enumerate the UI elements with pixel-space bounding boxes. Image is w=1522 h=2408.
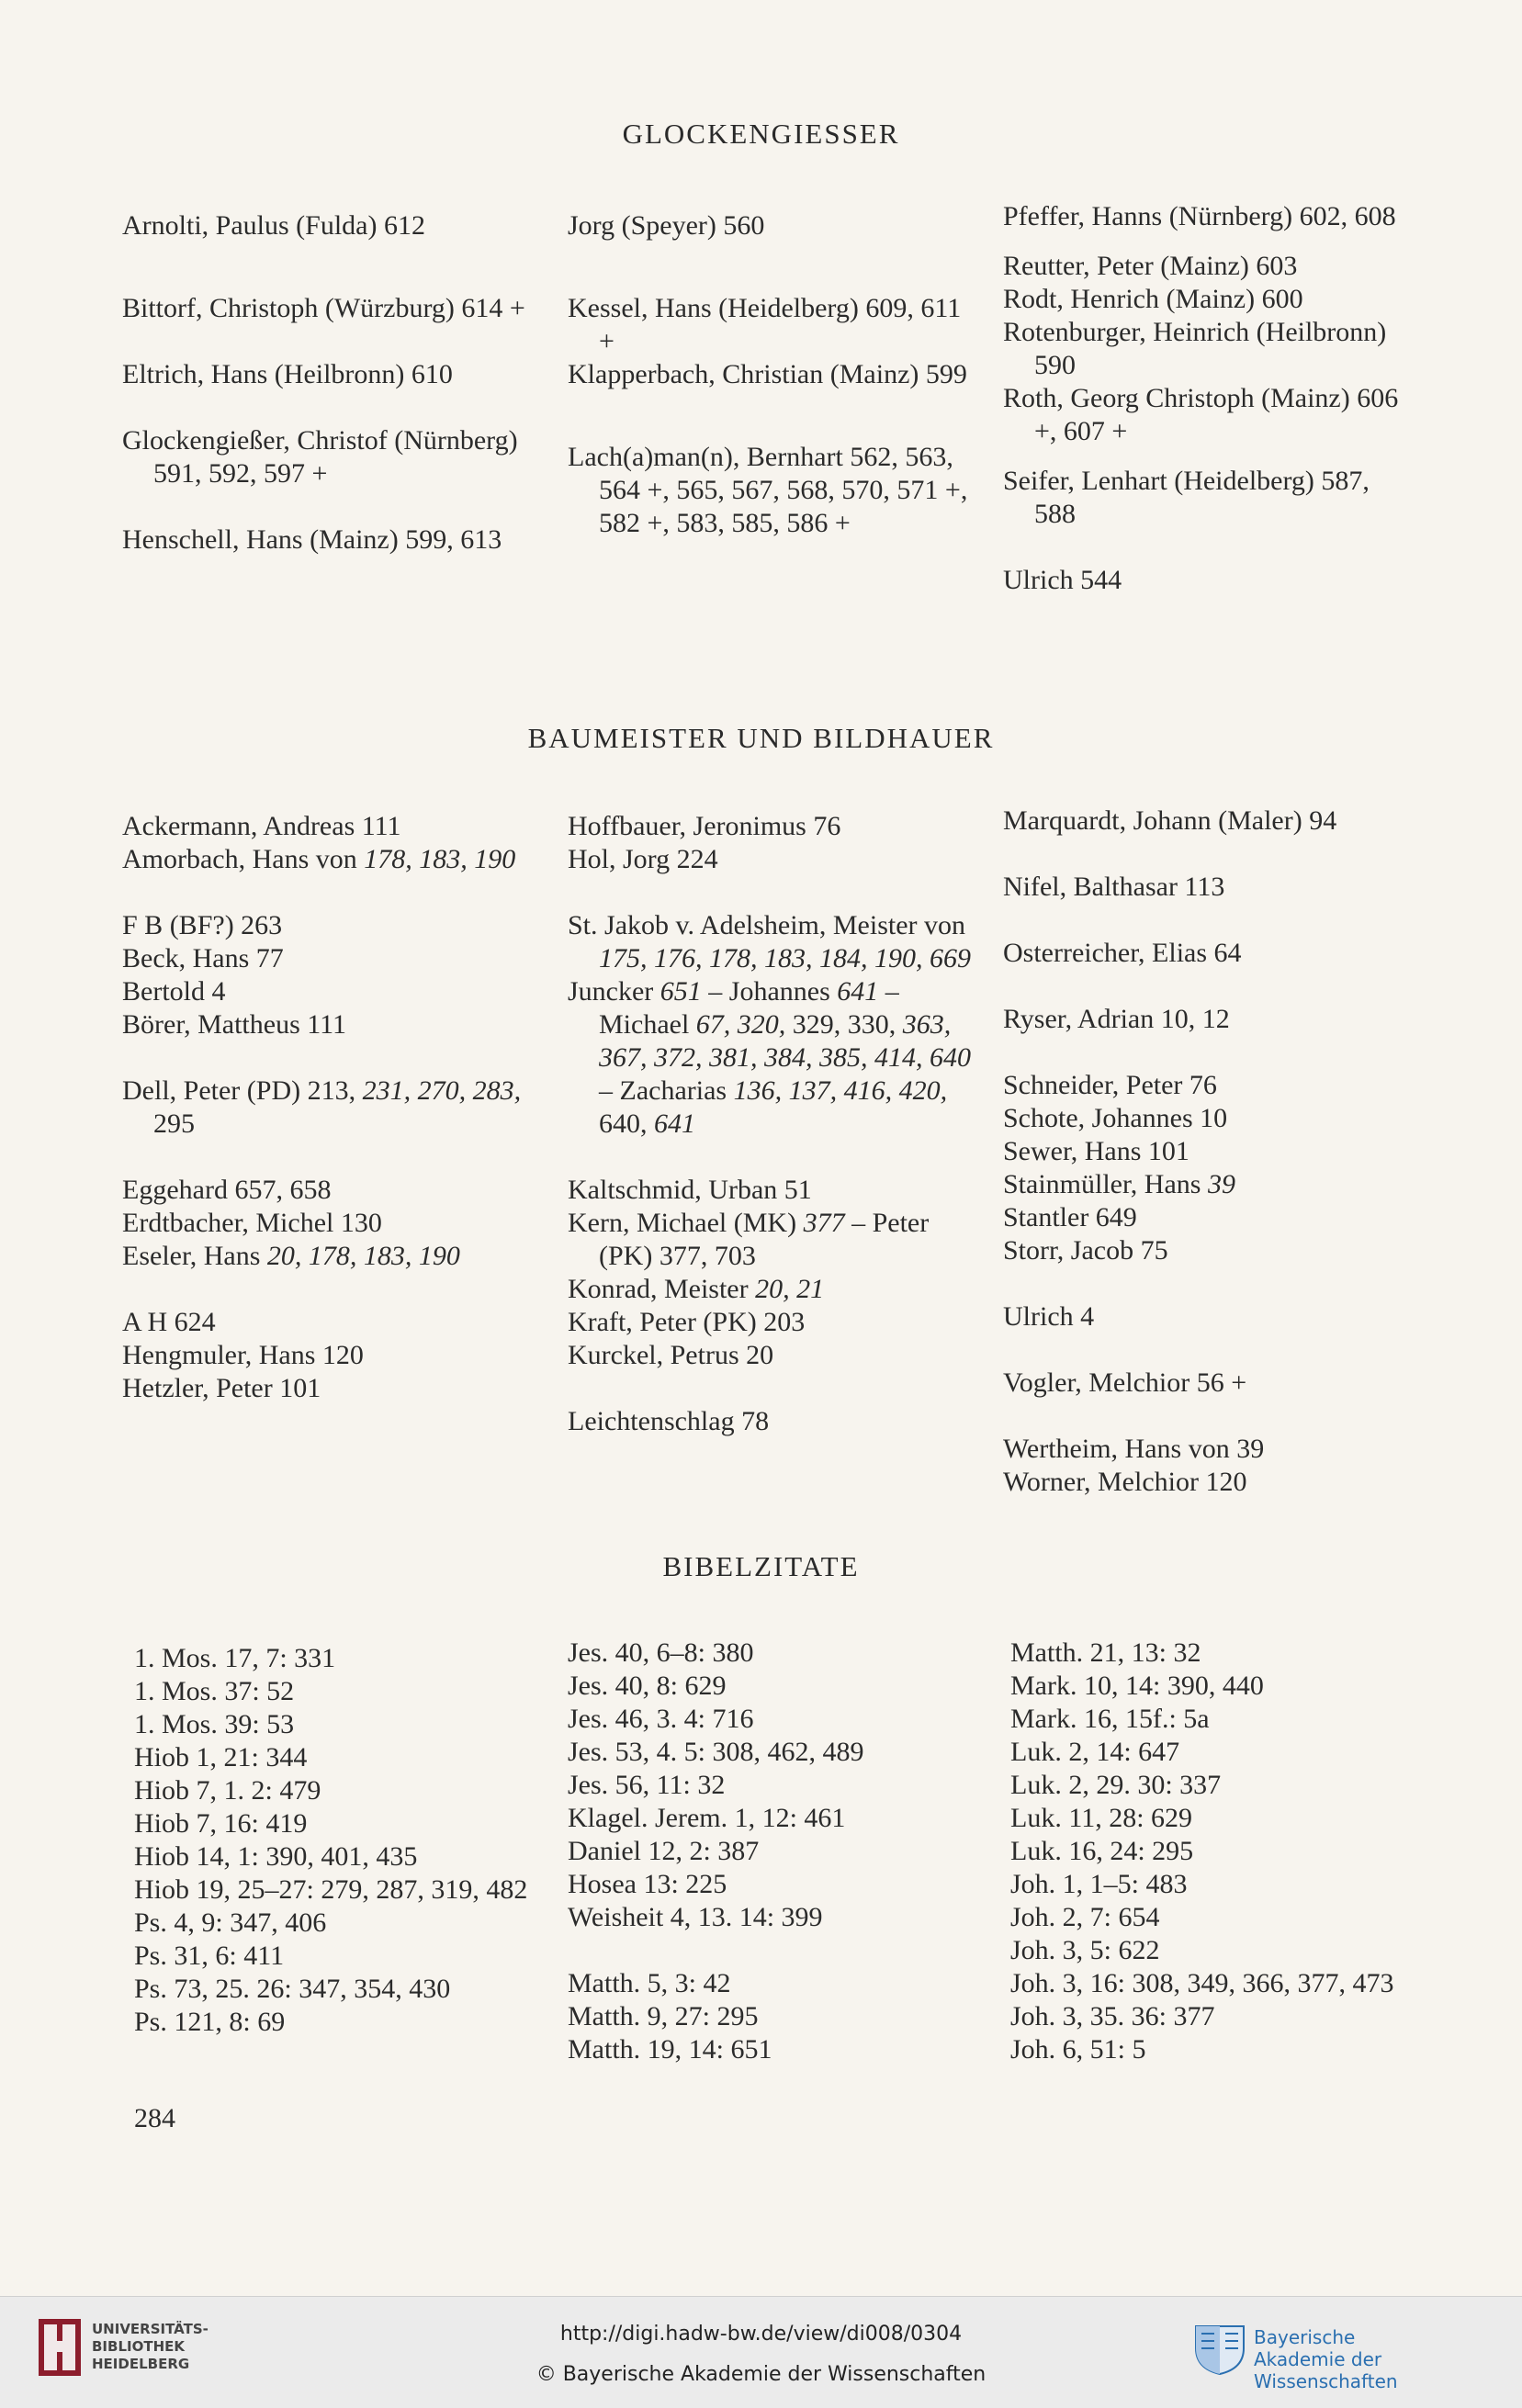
index-entry: Hengmuler, Hans 120	[122, 1340, 364, 1370]
spacer	[1003, 1400, 1407, 1433]
index-entry: Matth. 5, 3: 42	[568, 1968, 731, 1998]
index-entry: Stainmüller, Hans 39	[1003, 1169, 1235, 1199]
spacer	[1003, 1333, 1407, 1367]
index-entry: Jes. 56, 11: 32	[568, 1770, 726, 1800]
index-entry: Storr, Jacob 75	[1003, 1235, 1168, 1266]
index-entry: Wertheim, Hans von 39	[1003, 1434, 1265, 1464]
spacer	[1003, 904, 1407, 937]
index-entry: 1. Mos. 37: 52	[134, 1676, 295, 1706]
index-entry: Joh. 3, 16: 308, 349, 366, 377, 473	[1010, 1968, 1394, 1998]
spacer	[122, 325, 526, 358]
spacer	[568, 1934, 972, 1967]
index-entry: Pfeffer, Hanns (Nürnberg) 602, 608	[1003, 201, 1396, 231]
glockengiesser-col-1	[122, 209, 526, 557]
index-entry: Arnolti, Paulus (Fulda) 612	[122, 210, 425, 241]
index-entry: Jes. 40, 6–8: 380	[568, 1637, 754, 1668]
spacer	[568, 876, 976, 909]
bibelzitate-col-3	[1010, 1637, 1415, 2066]
index-entry: Mark. 16, 15f.: 5a	[1010, 1704, 1210, 1734]
index-entry: Seifer, Lenhart (Heidelberg) 587, 588	[1003, 466, 1370, 529]
bibelzitate-col-1	[134, 1642, 547, 2039]
index-entry: Hiob 14, 1: 390, 401, 435	[134, 1841, 418, 1872]
index-entry: 1. Mos. 17, 7: 331	[134, 1643, 336, 1673]
index-entry: Joh. 6, 51: 5	[1010, 2034, 1146, 2065]
index-entry: Dell, Peter (PD) 213, 231, 270, 283, 295	[122, 1075, 522, 1139]
spacer	[1003, 1267, 1407, 1300]
index-entry: Jes. 53, 4. 5: 308, 462, 489	[568, 1737, 864, 1767]
index-entry: Lach(a)man(n), Bernhart 562, 563, 564 +, 565, 567, 568, 570, 571 +, 582 +, 583, 585, 586 +	[568, 442, 968, 538]
index-entry: Hiob 19, 25–27: 279, 287, 319, 482	[134, 1874, 528, 1905]
section-heading-baumeister: BAUMEISTER UND BILDHAUER	[527, 722, 995, 754]
index-entry: Klapperbach, Christian (Mainz) 599	[568, 359, 967, 389]
baumeister-col-3	[1003, 805, 1407, 1499]
index-entry: Matth. 9, 27: 295	[568, 2001, 759, 2031]
permalink-url[interactable]: http://digi.hadw-bw.de/view/di008/0304	[559, 2323, 963, 2346]
index-entry: Jes. 40, 8: 629	[568, 1671, 727, 1701]
spacer	[122, 391, 526, 424]
spacer	[1003, 531, 1407, 564]
index-entry: Ulrich 4	[1003, 1301, 1095, 1332]
index-entry: Hetzler, Peter 101	[122, 1373, 321, 1403]
index-entry: Vogler, Melchior 56 +	[1003, 1367, 1247, 1398]
index-entry: Hiob 7, 16: 419	[134, 1808, 308, 1839]
spacer	[568, 1372, 976, 1405]
index-entry: Erdtbacher, Michel 130	[122, 1208, 382, 1238]
index-entry: Leichtenschlag 78	[568, 1406, 770, 1436]
glockengiesser-col-2	[568, 209, 976, 540]
index-entry: Amorbach, Hans von 178, 183, 190	[122, 844, 516, 874]
section-heading-glockengiesser: GLOCKENGIESSER	[622, 118, 900, 150]
index-entry: Reutter, Peter (Mainz) 603	[1003, 251, 1298, 281]
index-entry: Henschell, Hans (Mainz) 599, 613	[122, 524, 502, 555]
index-entry: Joh. 3, 5: 622	[1010, 1935, 1160, 1965]
index-entry: Hosea 13: 225	[568, 1869, 727, 1899]
index-entry: Hiob 1, 21: 344	[134, 1742, 308, 1772]
index-entry: Marquardt, Johann (Maler) 94	[1003, 805, 1337, 836]
index-entry: Bittorf, Christoph (Würzburg) 614 +	[122, 293, 525, 323]
glockengiesser-col-3	[1003, 200, 1407, 597]
spacer	[122, 1141, 545, 1174]
spacer	[1003, 448, 1407, 465]
spacer	[122, 876, 545, 909]
spacer	[568, 1141, 976, 1174]
copyright-notice: © Bayerische Akademie der Wissenschaften	[536, 2363, 986, 2386]
index-entry: 1. Mos. 39: 53	[134, 1709, 295, 1739]
index-entry: Rotenburger, Heinrich (Heilbronn) 590	[1003, 317, 1387, 380]
section-heading-bibelzitate: BIBELZITATE	[662, 1550, 860, 1582]
index-entry: Kraft, Peter (PK) 203	[568, 1307, 806, 1337]
bibelzitate-col-2	[568, 1637, 972, 2066]
index-entry: Kurckel, Petrus 20	[568, 1340, 774, 1370]
index-entry: Daniel 12, 2: 387	[568, 1836, 760, 1866]
index-entry: Beck, Hans 77	[122, 943, 284, 973]
index-entry: Luk. 2, 29. 30: 337	[1010, 1770, 1222, 1800]
index-entry: Ps. 73, 25. 26: 347, 354, 430	[134, 1974, 451, 2004]
index-entry: Ps. 121, 8: 69	[134, 2007, 286, 2037]
index-entry: Joh. 3, 35. 36: 377	[1010, 2001, 1215, 2031]
index-entry: Ps. 4, 9: 347, 406	[134, 1907, 327, 1938]
index-entry: Sewer, Hans 101	[1003, 1136, 1189, 1166]
spacer	[1003, 233, 1407, 250]
index-entry: Ulrich 544	[1003, 565, 1122, 595]
academy-crest-icon	[1190, 2321, 1249, 2376]
baumeister-col-1	[122, 810, 545, 1405]
index-entry: Nifel, Balthasar 113	[1003, 872, 1225, 902]
index-entry: Börer, Mattheus 111	[122, 1009, 347, 1040]
academy-name: Bayerische Akademie der Wissenschaften	[1254, 2326, 1398, 2392]
index-entry: Ps. 31, 6: 411	[134, 1941, 285, 1971]
index-entry: Bertold 4	[122, 976, 226, 1007]
viewer-footer	[0, 2296, 1522, 2408]
index-entry: Glockengießer, Christof (Nürnberg) 591, 592, 597 +	[122, 425, 518, 489]
index-entry: F B (BF?) 263	[122, 910, 283, 940]
index-entry: Schote, Johannes 10	[1003, 1103, 1228, 1133]
spacer	[122, 242, 526, 292]
spacer	[1003, 838, 1407, 871]
index-entry: Eltrich, Hans (Heilbronn) 610	[122, 359, 453, 389]
index-entry: Luk. 16, 24: 295	[1010, 1836, 1194, 1866]
index-entry: Joh. 1, 1–5: 483	[1010, 1869, 1188, 1899]
spacer	[568, 242, 976, 292]
spacer	[122, 1041, 545, 1075]
index-entry: Luk. 2, 14: 647	[1010, 1737, 1180, 1767]
index-entry: Rodt, Henrich (Mainz) 600	[1003, 284, 1303, 314]
index-entry: Mark. 10, 14: 390, 440	[1010, 1671, 1264, 1701]
index-entry: Jes. 46, 3. 4: 716	[568, 1704, 754, 1734]
index-entry: Klagel. Jerem. 1, 12: 461	[568, 1803, 846, 1833]
index-entry: Jorg (Speyer) 560	[568, 210, 765, 241]
index-entry: Weisheit 4, 13. 14: 399	[568, 1902, 823, 1932]
index-entry: Luk. 11, 28: 629	[1010, 1803, 1193, 1833]
index-entry: Eseler, Hans 20, 178, 183, 190	[122, 1241, 460, 1271]
index-entry: A H 624	[122, 1307, 216, 1337]
index-entry: Ryser, Adrian 10, 12	[1003, 1004, 1230, 1034]
index-entry: Matth. 19, 14: 651	[568, 2034, 772, 2065]
index-entry: Roth, Georg Christoph (Mainz) 606 +, 607 +	[1003, 383, 1399, 446]
index-entry: Worner, Melchior 120	[1003, 1467, 1247, 1497]
index-entry: Hol, Jorg 224	[568, 844, 718, 874]
index-entry: Ackermann, Andreas 111	[122, 811, 401, 841]
spacer	[568, 391, 976, 441]
spacer	[122, 490, 526, 523]
index-entry: Stantler 649	[1003, 1202, 1137, 1232]
index-entry: Kern, Michael (MK) 377 – Peter (PK) 377, 703	[568, 1208, 930, 1271]
index-entry: Eggehard 657, 658	[122, 1175, 332, 1205]
index-entry: Konrad, Meister 20, 21	[568, 1274, 825, 1304]
spacer	[122, 1273, 545, 1306]
index-entry: Hiob 7, 1. 2: 479	[134, 1775, 321, 1806]
index-entry: Hoffbauer, Jeronimus 76	[568, 811, 841, 841]
spacer	[1003, 1036, 1407, 1069]
baumeister-col-2	[568, 810, 976, 1438]
index-entry: Kaltschmid, Urban 51	[568, 1175, 812, 1205]
index-entry: Joh. 2, 7: 654	[1010, 1902, 1160, 1932]
library-name: UNIVERSITÄTS- BIBLIOTHEK HEIDELBERG	[92, 2321, 209, 2372]
index-entry: St. Jakob v. Adelsheim, Meister von 175, 176, 178, 183, 184, 190, 669	[568, 910, 971, 973]
index-entry: Osterreicher, Elias 64	[1003, 938, 1242, 968]
spacer	[1003, 970, 1407, 1003]
page-number: 284	[134, 2103, 175, 2133]
index-entry: Kessel, Hans (Heidelberg) 609, 611 +	[568, 293, 962, 356]
index-entry: Schneider, Peter 76	[1003, 1070, 1217, 1100]
index-entry: Matth. 21, 13: 32	[1010, 1637, 1201, 1668]
index-entry: Juncker 651 – Johannes 641 – Michael 67, 320, 329, 330, 363, 367, 372, 381, 384, 385, 414, 640 – Zacharias 136, 137, 416, 420, 640, 641	[568, 976, 971, 1139]
